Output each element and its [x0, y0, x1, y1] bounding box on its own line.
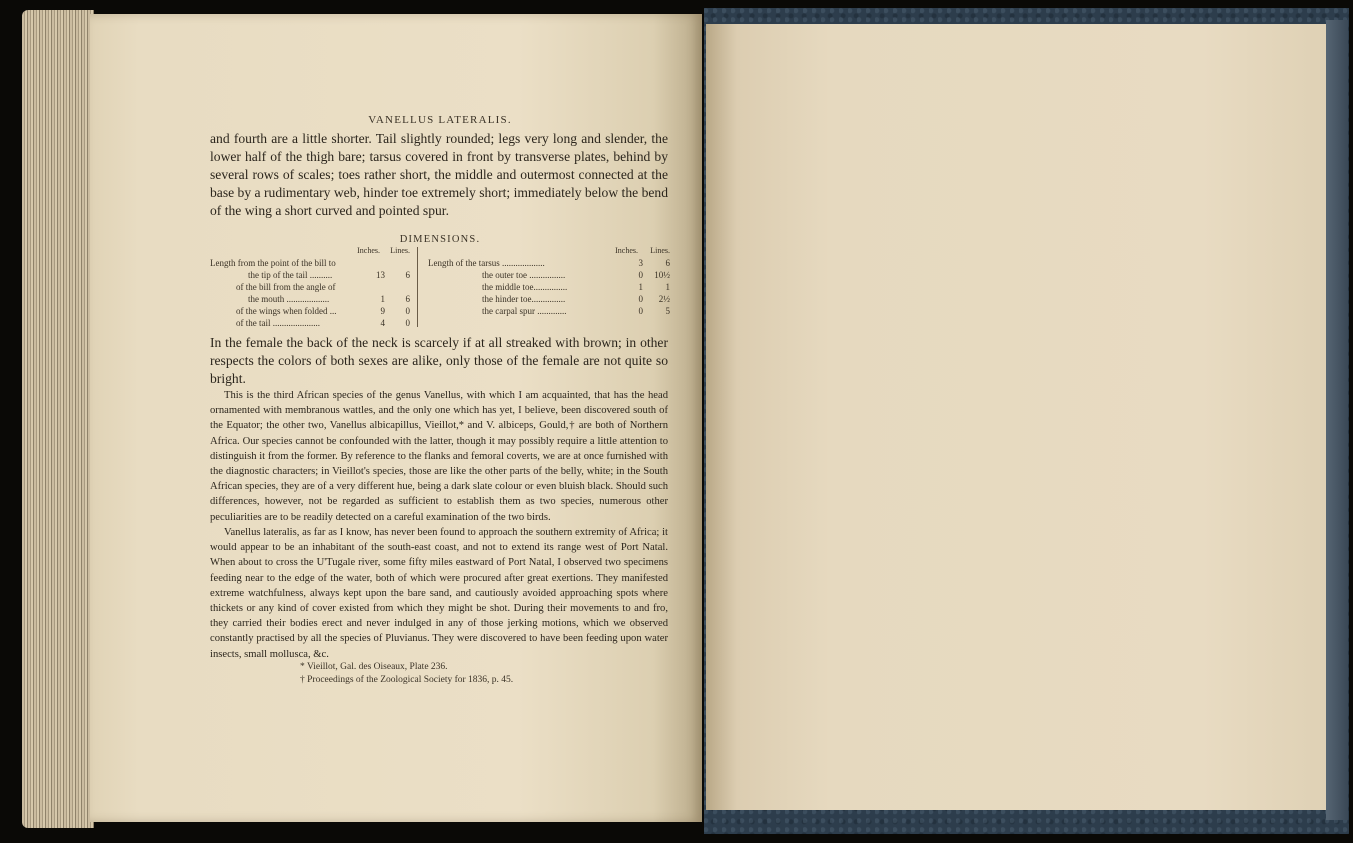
- header-inches: Inches.: [615, 246, 638, 255]
- header-lines: Lines.: [390, 246, 410, 255]
- species-comparison-paragraph: This is the third African species of the genus Vanellus, with which I am acquainted, that has the head ornamented with membranous wattles, and the only one which has yet, I believe, been discovered south of the Equator; the other two, Vanellus albicapillus, Vieillot,* and V. albiceps, Gould,† are both of Northern Africa. Our species cannot be confounded with the latter, though it may possibly require a little attention to distinguish it from the former. By reference to the flanks and femoral coverts, we are at once furnished with the diagnostic characters; in Vieillot's species, those are like the other parts of the belly, white; in the South African species, they are of a very different hue, being a dark slate colour or even bluish black. Should such differences, however, not be regarded as sufficient to establish them as two species, numerous other peculiarities are to be readily detected on a careful examination of the two birds.: [210, 390, 668, 523]
- female-paragraph: In the female the back of the neck is scarcely if at all streaked with brown; in other respects the colors of both sexes are alike, only those of the female are not quite so bright.: [210, 335, 668, 386]
- dimension-row: Length from the point of the bill to: [210, 258, 336, 268]
- header-lines: Lines.: [650, 246, 670, 255]
- footnote-2: † Proceedings of the Zoological Society for 1836, p. 45.: [300, 675, 514, 685]
- dimension-row: of the tail ..................... 4 0: [236, 318, 410, 328]
- dimension-row: of the wings when folded ... 9 0: [236, 306, 410, 316]
- dimensions-header-row: [428, 245, 670, 257]
- dimension-row: the carpal spur ............. 0 5: [482, 306, 670, 316]
- right-page-blank: [706, 24, 1326, 810]
- dimensions-title: DIMENSIONS.: [399, 234, 481, 245]
- dimensions-divider: [417, 247, 418, 327]
- footnote-1: * Vieillot, Gal. des Oiseaux, Plate 236.: [300, 662, 448, 672]
- header-inches: Inches.: [357, 246, 380, 255]
- dimension-row: the hinder toe............... 0 2½: [482, 294, 670, 304]
- dimension-row: the outer toe ................ 0 10½: [482, 270, 670, 280]
- dimension-row: Length of the tarsus ................... 3 6: [428, 258, 670, 268]
- page-edges: [22, 10, 94, 828]
- dimension-row: of the bill from the angle of: [236, 282, 336, 292]
- habitat-paragraph: Vanellus lateralis, as far as I know, has never been found to approach the southern extremity of Africa; it would appear to be an inhabitant of the south-east coast, and not to extend its range west of Port Natal. When about to cross the U'Tugale river, some fifty miles eastward of Port Natal, I observed two specimens feeding near to the edge of the water, both of which were procured after great exertions. They manifested extreme watchfulness, always kept upon the bare sand, and cautiously avoided approaching spots where thickets or any kind of cover existed from which they might be shot. During their movements to and fro, they carried their bodies erect and never indulged in any of those jerking motions, which we observed constantly practised by all the species of Pluvianus. They were discovered to have been feeding upon water insects, small mollusca, &c.: [210, 527, 668, 660]
- dimension-row: the tip of the tail .......... 13 6: [248, 270, 410, 280]
- dimension-row: the middle toe............... 1 1: [482, 282, 670, 292]
- dimensions-table-left: [210, 245, 410, 329]
- description-paragraph: and fourth are a little shorter. Tail slightly rounded; legs very long and slender, the lower half of the thigh bare; tarsus covered in front by transverse plates, behind by several rows of scales; toes rather short, the middle and outermost connected at the base by a rudimentary web, hinder toe extremely short; immediately below the bend of the wing a short curved and pointed spur.: [210, 131, 668, 218]
- dimensions-header-row: [210, 245, 410, 257]
- running-head: VANELLUS LATERALIS.: [368, 114, 512, 126]
- book-spine-edge: [1326, 20, 1348, 820]
- dimensions-table-right: [428, 245, 670, 317]
- dimension-row: the mouth ................... 1 6: [248, 294, 410, 304]
